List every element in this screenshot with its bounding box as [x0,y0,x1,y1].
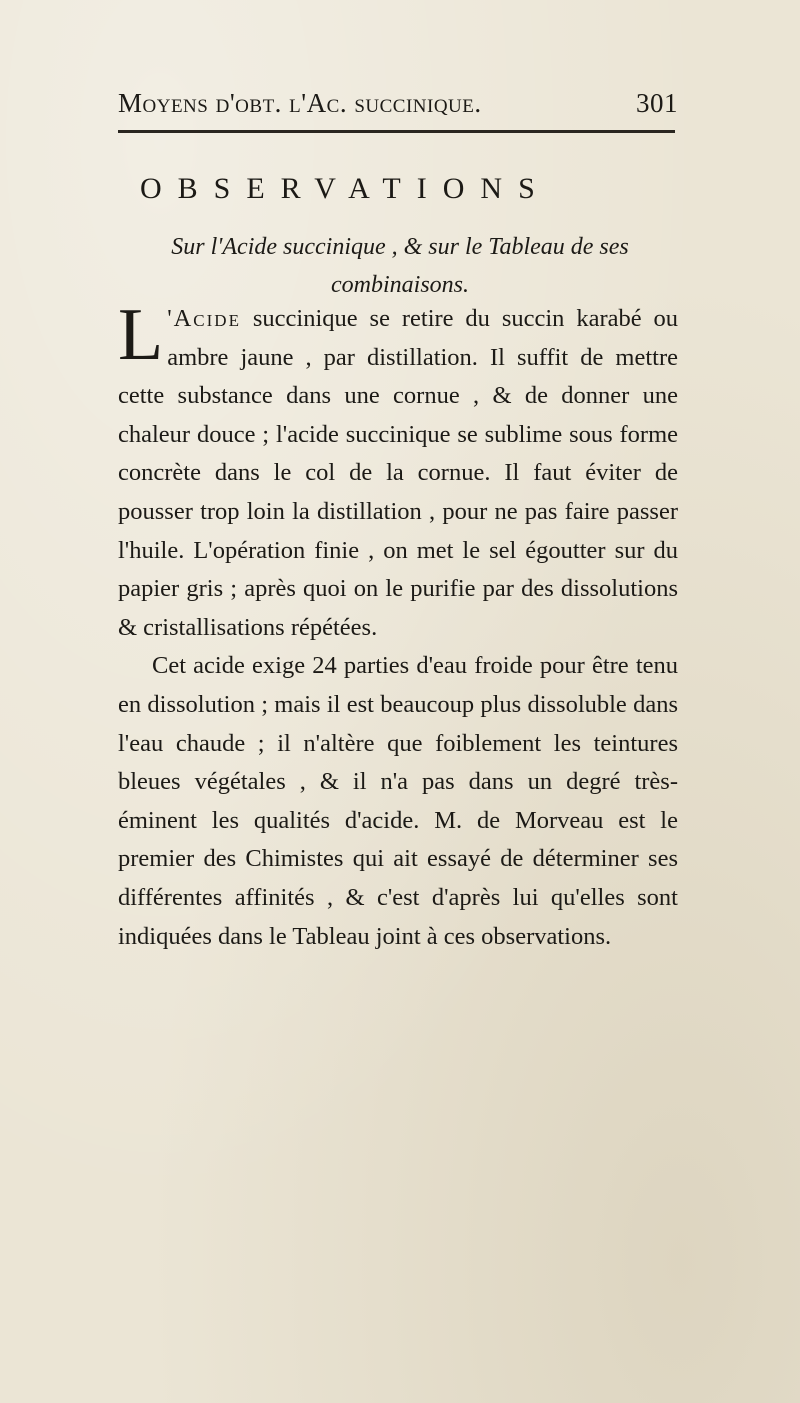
paragraph-2: Cet acide exige 24 parties d'eau froide pour être tenu en dissolution ; mais il est beaucoup plus dissoluble dans l'eau chaude ; il n'altère que foiblement les teintures bleues végétales , & il n'a pas dans un degré très-éminent les qualités d'acide. M. de Morveau est le premier des Chimistes qui ait essayé de déterminer ses différentes affinités , & c'est d'après lui qu'elles sont indiquées dans le Tableau joint à ces observations. [118,652,678,950]
section-subtitle [120,228,680,304]
header-rule [118,130,675,133]
section-title: OBSERVATIONS [140,172,551,205]
subtitle-line-1: Sur l'Acide succinique , & sur le Tableau de ses [171,234,629,260]
page-number: 301 [636,88,678,118]
body-text [118,294,678,956]
opening-word: 'Acide [167,305,241,332]
running-title: Moyens d'obt. l'Ac. succinique. [118,88,482,118]
subtitle-line-2: combinaisons. [331,272,469,298]
drop-cap: L [118,294,164,376]
paragraph-1-text: succinique se retire du succin karabé ou ambre jaune , par distillation. Il suffit de mettre cette substance dans une cornue , & de donner une chaleur douce ; l'acide succinique se sublime sous forme concrète dans le col de la cornue. Il faut éviter de pousser trop loin la distillation , pour ne pas faire passer l'huile. L'opération finie , on met le sel égoutter sur du papier gris ; après quoi on le purifie par des dissolutions & cristallisations répétées. [118,305,678,641]
paragraph-1 [118,294,678,647]
running-head [118,88,678,124]
